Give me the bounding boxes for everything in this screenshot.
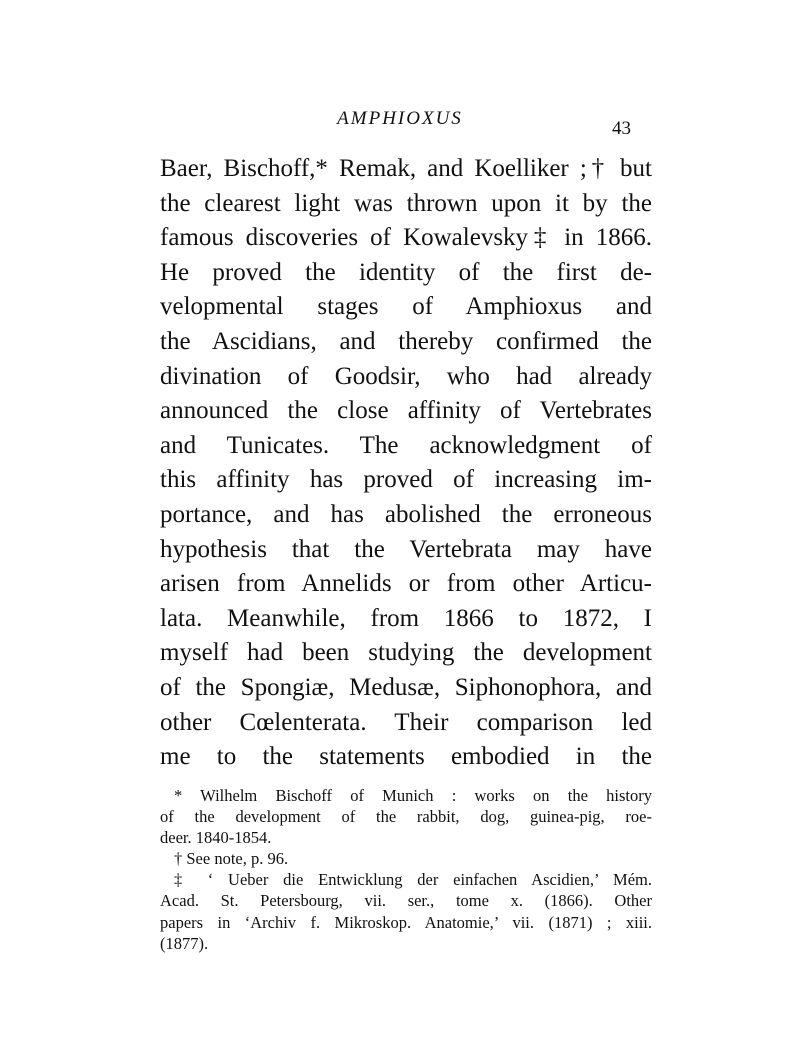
footnote-line: papers in ‘Archiv f. Mikroskop. Anatomie,’ vii. (1871) ; xiii. [160,912,652,932]
body-line: hypothesis that the Vertebrata may have [160,535,652,563]
page-number: 43 [612,118,631,139]
running-title: AMPHIOXUS [337,108,463,129]
body-line: of the Spongiæ, Medusæ, Siphonophora, and [160,673,652,701]
footnotes [160,785,652,954]
body-line: the clearest light was thrown upon it by the [160,189,652,217]
body-line: other Cœlenterata. Their comparison led [160,708,652,736]
body-line: announced the close affinity of Vertebrates [160,397,652,425]
body-line: me to the statements embodied in the [160,743,652,771]
body-line: the Ascidians, and thereby confirmed the [160,327,652,355]
footnote-line: ‡ ‘ Ueber die Entwicklung der einfachen Ascidien,’ Mém. [174,870,652,890]
body-line: divination of Goodsir, who had already [160,362,652,390]
body-line: famous discoveries of Kowalevsky‡ in 1866. [160,224,652,252]
body-line: He proved the identity of the first de- [160,258,652,286]
body-line: this affinity has proved of increasing im- [160,466,652,494]
footnote-line: * Wilhelm Bischoff of Munich : works on the history [174,786,652,805]
body-line: velopmental stages of Amphioxus and [160,293,652,321]
body-line: lata. Meanwhile, from 1866 to 1872, I [160,604,652,632]
body-line: myself had been studying the development [160,639,652,667]
body-line: portance, and has abolished the erroneous [160,500,652,528]
footnote-line: Acad. St. Petersbourg, vii. ser., tome x. (1866). Other [160,891,652,911]
footnote-line: (1877). [160,933,209,953]
footnote-line: deer. 1840-1854. [160,828,272,848]
body-line: arisen from Annelids or from other Articu- [160,570,652,598]
footnote-line: † See note, p. 96. [174,849,289,869]
body-text [160,152,652,775]
footnote-line: of the development of the rabbit, dog, guinea-pig, roe- [160,807,652,827]
body-line: Baer, Bischoff,* Remak, and Koelliker ;† but [160,155,652,182]
body-line: and Tunicates. The acknowledgment of [160,431,652,459]
